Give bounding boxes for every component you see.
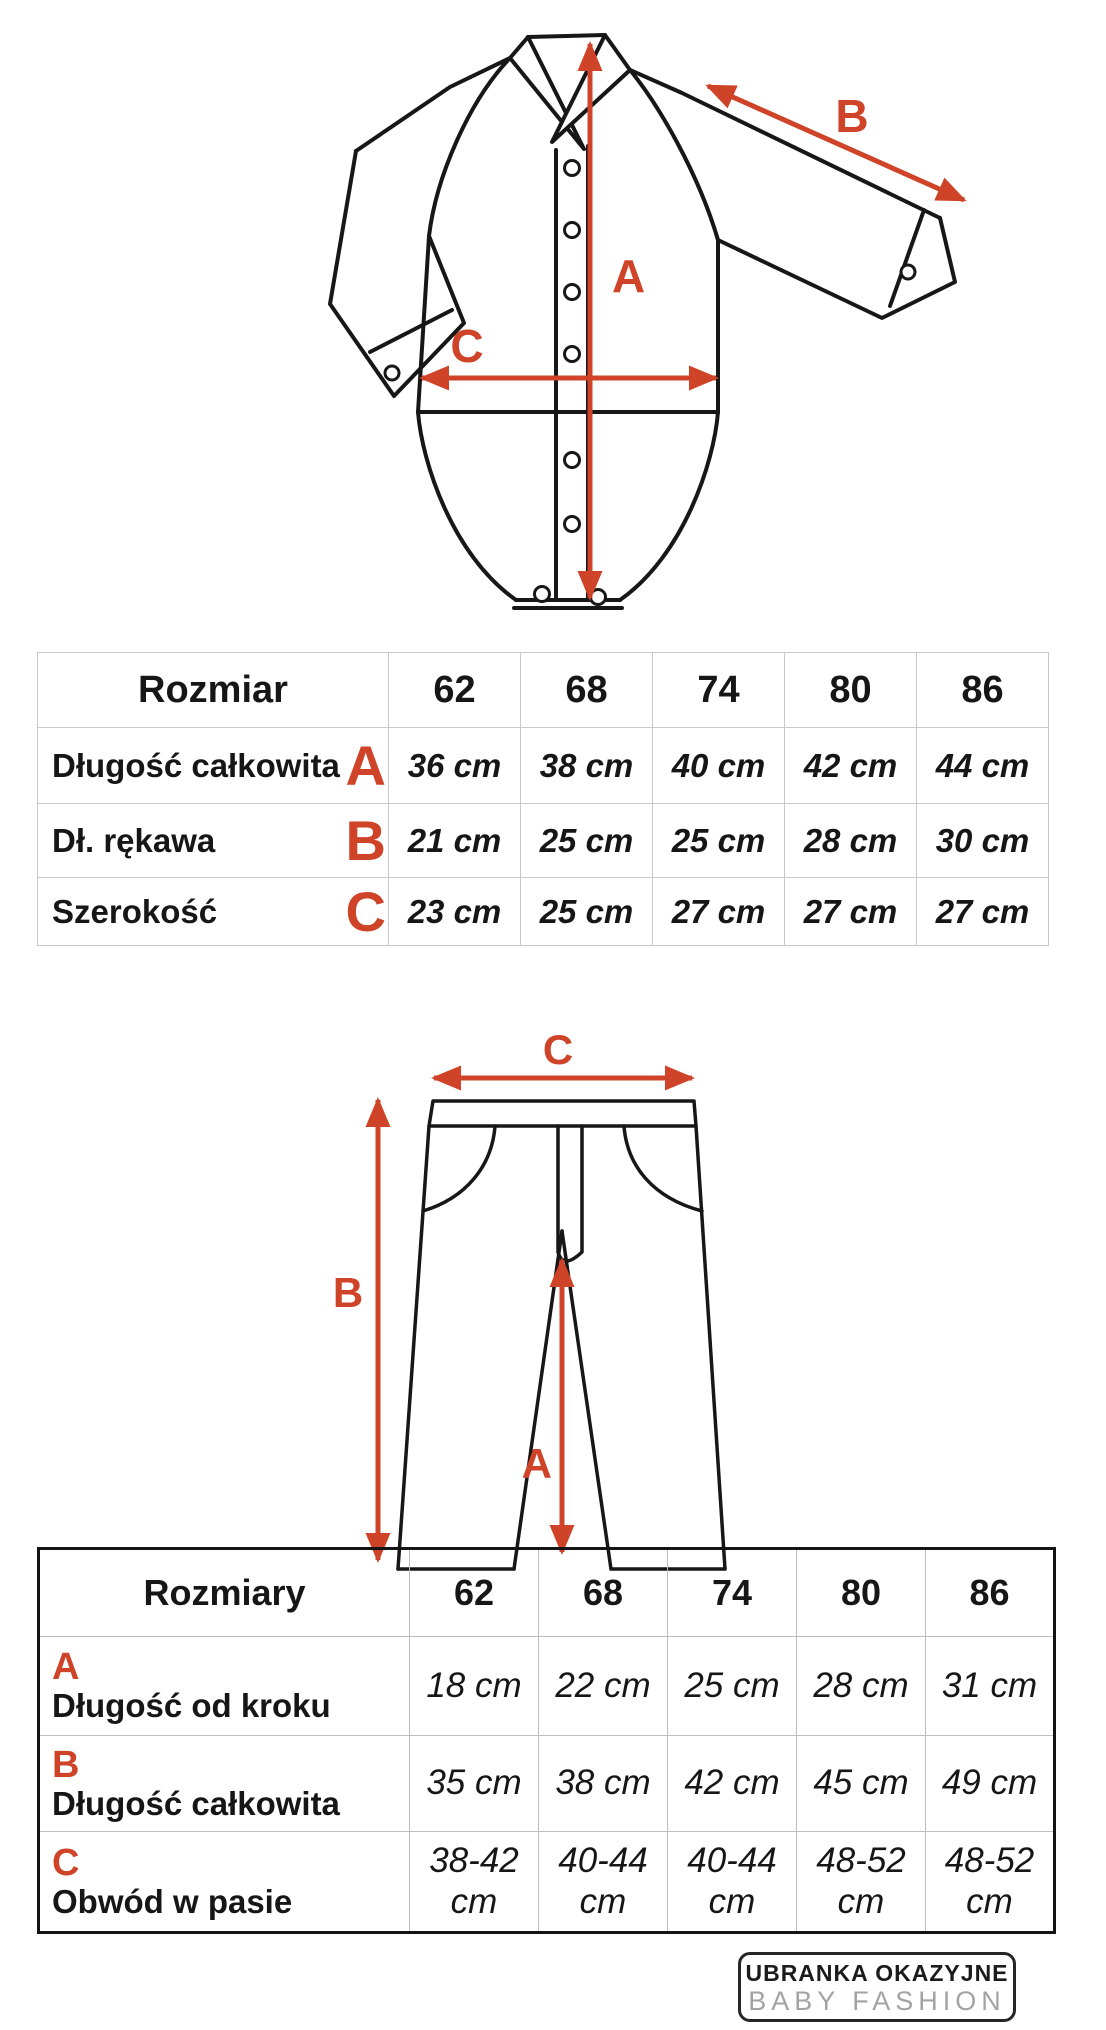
table-row: [39, 1736, 1055, 1832]
measurement-label-cell: [38, 728, 389, 804]
size-column-header: 74: [653, 653, 785, 728]
shirt-table-title: Rozmiar: [38, 653, 389, 728]
pants-left-outer-edge: [398, 1126, 429, 1569]
shirt-table-header-row: [38, 653, 1049, 728]
size-value-cell: 42 cm: [785, 728, 917, 804]
size-value-cell: 23 cm: [389, 878, 521, 946]
shirt-collar-top: [528, 35, 605, 37]
shirt-button: [565, 161, 580, 176]
pants-right-inner-edge: [562, 1231, 611, 1569]
table-row: [38, 878, 1049, 946]
size-value-cell: 45 cm: [797, 1736, 926, 1832]
size-value-cell: 25 cm: [521, 804, 653, 878]
size-value-cell: 36 cm: [389, 728, 521, 804]
size-value-cell: 27 cm: [785, 878, 917, 946]
measurement-letter: B: [345, 808, 386, 872]
size-column-header: 86: [926, 1549, 1055, 1637]
measurement-label: Obwód w pasie: [52, 1882, 293, 1920]
size-value-cell: 38-42 cm: [410, 1832, 539, 1933]
size-value-cell: 48-52 cm: [926, 1832, 1055, 1933]
measurement-letter: C: [345, 879, 386, 943]
size-value-cell: 28 cm: [785, 804, 917, 878]
bodysuit-left-leg-curve: [418, 412, 516, 600]
measurement-letter: C: [52, 1841, 80, 1884]
shirt-button: [565, 285, 580, 300]
measurement-letter: A: [345, 733, 386, 797]
size-column-header: 80: [785, 653, 917, 728]
shirt-button: [565, 453, 580, 468]
pants-left-pocket: [423, 1126, 495, 1211]
shirt-collar-left-flap: [510, 37, 584, 149]
shirt-button: [565, 347, 580, 362]
size-value-cell: 48-52 cm: [797, 1832, 926, 1933]
pants-diagram: [330, 1030, 740, 1590]
shirt-measure-label-a: A: [612, 250, 646, 302]
pants-left-inner-edge: [514, 1231, 562, 1569]
size-value-cell: 25 cm: [521, 878, 653, 946]
shirt-right-cuff: [718, 218, 955, 318]
size-value-cell: 18 cm: [410, 1637, 539, 1736]
table-row: [38, 804, 1049, 878]
shirt-button: [565, 223, 580, 238]
pants-measure-label-a: A: [521, 1440, 552, 1487]
measurement-label: Długość od kroku: [52, 1687, 331, 1725]
measurement-label-cell: [39, 1736, 410, 1832]
shirt-measure-label-b: B: [835, 90, 869, 142]
size-value-cell: 49 cm: [926, 1736, 1055, 1832]
shirt-diagram: [230, 10, 1000, 620]
shirt-left-shoulder: [356, 58, 510, 151]
size-value-cell: 40-44 cm: [668, 1832, 797, 1933]
size-column-header: 74: [668, 1549, 797, 1637]
shirt-button: [565, 517, 580, 532]
brand-logo-line2: BABY FASHION: [748, 1985, 1006, 2016]
table-row: [39, 1832, 1055, 1933]
size-value-cell: 27 cm: [917, 878, 1049, 946]
measurement-label-cell: [38, 804, 389, 878]
size-value-cell: 22 cm: [539, 1637, 668, 1736]
shirt-right-armhole: [630, 70, 718, 240]
size-value-cell: 44 cm: [917, 728, 1049, 804]
left-cuff-button: [385, 366, 399, 380]
size-value-cell: 25 cm: [668, 1637, 797, 1736]
size-value-cell: 25 cm: [653, 804, 785, 878]
shirt-measure-label-c: C: [450, 320, 484, 372]
size-column-header: 80: [797, 1549, 926, 1637]
pants-measure-label-c: C: [542, 1030, 574, 1073]
right-cuff-button: [901, 265, 915, 279]
size-value-cell: 35 cm: [410, 1736, 539, 1832]
size-column-header: 62: [389, 653, 521, 728]
size-value-cell: 27 cm: [653, 878, 785, 946]
size-value-cell: 31 cm: [926, 1637, 1055, 1736]
brand-logo-line1: UBRANKA OKAZYJNE: [745, 1959, 1009, 1986]
size-value-cell: 38 cm: [521, 728, 653, 804]
size-value-cell: 21 cm: [389, 804, 521, 878]
size-column-header: 86: [917, 653, 1049, 728]
bodysuit-snap: [591, 590, 606, 605]
size-value-cell: 40-44 cm: [539, 1832, 668, 1933]
measurement-label: Długość całkowita: [52, 746, 340, 784]
measurement-label: Szerokość: [52, 892, 218, 930]
measurement-label: Dł. rękawa: [52, 821, 216, 859]
shirt-right-cuff-seam: [890, 210, 924, 306]
size-value-cell: 38 cm: [539, 1736, 668, 1832]
shirt-left-sleeve: [330, 151, 464, 396]
size-column-header: 68: [521, 653, 653, 728]
pants-size-table: [37, 1547, 1056, 1934]
pants-measure-label-b: B: [332, 1269, 364, 1316]
measurement-label-cell: [39, 1832, 410, 1933]
pants-table-header-row: [39, 1549, 1055, 1637]
table-row: [39, 1637, 1055, 1736]
pants-right-outer-edge: [696, 1126, 725, 1569]
brand-logo: [738, 1952, 1016, 2022]
measurement-label: Długość całkowita: [52, 1784, 340, 1822]
measurement-label-cell: [38, 878, 389, 946]
size-value-cell: 42 cm: [668, 1736, 797, 1832]
pants-table-title: Rozmiary: [39, 1549, 410, 1637]
table-row: [38, 728, 1049, 804]
measurement-letter: A: [52, 1646, 80, 1688]
shirt-size-table: [37, 652, 1049, 946]
pants-right-pocket: [624, 1126, 702, 1211]
measurement-label-cell: [39, 1637, 410, 1736]
shirt-left-armhole: [429, 58, 510, 236]
bodysuit-snap: [535, 587, 550, 602]
bodysuit-right-leg-curve: [620, 412, 718, 600]
size-value-cell: 28 cm: [797, 1637, 926, 1736]
size-column-header: 68: [539, 1549, 668, 1637]
size-value-cell: 40 cm: [653, 728, 785, 804]
pants-waistband: [429, 1101, 696, 1126]
size-value-cell: 30 cm: [917, 804, 1049, 878]
measurement-letter: B: [52, 1743, 80, 1786]
size-column-header: 62: [410, 1549, 539, 1637]
